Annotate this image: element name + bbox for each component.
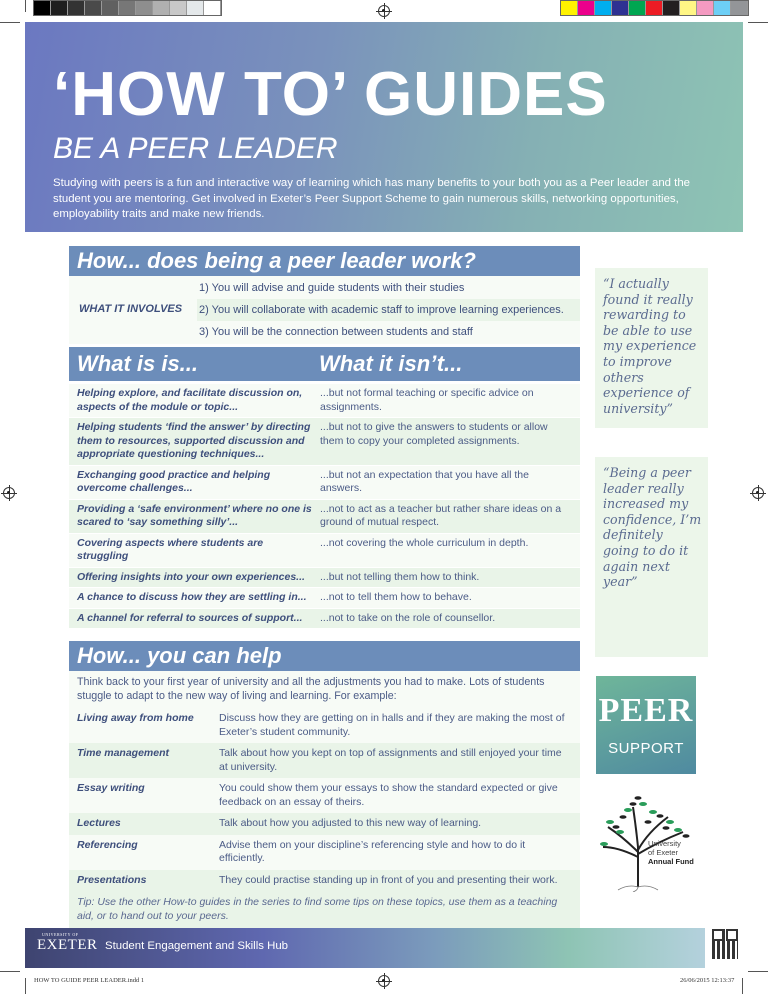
color-swatch bbox=[731, 1, 748, 15]
university-logo bbox=[37, 932, 98, 954]
table-row bbox=[69, 778, 580, 813]
gray-swatch bbox=[68, 1, 85, 15]
help-topic: Living away from home bbox=[77, 712, 194, 724]
table-row bbox=[69, 813, 580, 835]
peer-figures-icon: PEER bbox=[598, 692, 694, 729]
what-it-is-cell: A channel for referral to sources of support... bbox=[77, 611, 303, 624]
annual-fund-line: Annual Fund bbox=[648, 857, 694, 866]
what-it-is-cell: Helping explore, and facilitate discussion on, aspects of the module or topic... bbox=[77, 387, 303, 413]
is-isnt-table bbox=[69, 384, 580, 629]
help-description: They could practise standing up in front of you and presenting their work. bbox=[219, 873, 558, 886]
date-slug: 26/06/2015 12:13:37 bbox=[680, 977, 735, 984]
help-panel bbox=[69, 671, 580, 929]
peer-support-logo bbox=[596, 676, 696, 774]
table-row bbox=[69, 743, 580, 778]
help-intro: Think back to your first year of university and all the adjustments you had to make. Lots of students stuggle to adapt to the new way of living and learning. For example: bbox=[69, 671, 580, 708]
header-banner bbox=[25, 22, 743, 232]
what-it-is-cell: Providing a ‘safe environment’ where no one is scared to ‘say something silly’... bbox=[77, 502, 312, 528]
section-heading-help: How... you can help bbox=[69, 641, 580, 671]
page-title: ‘HOW TO’ GUIDES bbox=[53, 60, 608, 129]
gray-swatch bbox=[204, 1, 221, 15]
help-topic: Referencing bbox=[77, 838, 138, 851]
testimonial-quote: “I actually found it really rewarding to be able to use my experience to improve others experience of university” bbox=[595, 268, 708, 428]
heading-what-it-isnt: What it isn’t... bbox=[319, 351, 463, 376]
color-swatch bbox=[578, 1, 595, 15]
involves-label: WHAT IT INVOLVES bbox=[79, 303, 183, 315]
table-row bbox=[69, 568, 580, 589]
table-row bbox=[69, 870, 580, 892]
gray-swatch bbox=[51, 1, 68, 15]
help-description: Advise them on your discipline’s referencing style and how to do it efficiently. bbox=[219, 838, 526, 864]
what-it-isnt-cell: ...not covering the whole curriculum in depth. bbox=[320, 536, 529, 549]
section-heading-is-isnt bbox=[69, 347, 580, 381]
help-table bbox=[69, 708, 580, 891]
help-description: Talk about how you kept on top of assignments and still enjoyed your time at university. bbox=[219, 747, 562, 773]
help-description: Discuss how they are getting on in halls and if they are making the most of Exeter’s student community. bbox=[219, 712, 565, 738]
gray-swatch bbox=[170, 1, 187, 15]
university-small-text: UNIVERSITY OF bbox=[42, 932, 79, 937]
annual-fund-line: of Exeter bbox=[648, 848, 679, 857]
peer-support-label: SUPPORT bbox=[608, 740, 684, 757]
hub-name: Student Engagement and Skills Hub bbox=[105, 940, 289, 952]
color-swatch bbox=[697, 1, 714, 15]
color-swatch bbox=[646, 1, 663, 15]
table-row bbox=[69, 500, 580, 534]
qr-code-icon bbox=[712, 929, 738, 959]
color-bar bbox=[560, 0, 749, 16]
what-it-isnt-cell: ...not to act as a teacher but rather share ideas on a ground of mutual respect. bbox=[320, 502, 562, 528]
crop-mark bbox=[0, 22, 20, 23]
crop-mark bbox=[742, 978, 743, 994]
what-it-is-cell: Exchanging good practice and helping overcome challenges... bbox=[77, 468, 271, 494]
involves-item: 1) You will advise and guide students with their studies bbox=[199, 282, 465, 294]
registration-mark-icon bbox=[378, 975, 390, 987]
crop-mark bbox=[748, 971, 768, 972]
registration-mark-icon bbox=[378, 5, 390, 17]
gray-swatch bbox=[85, 1, 102, 15]
heading-what-it-is: What is is... bbox=[77, 351, 199, 376]
what-it-is-cell: Offering insights into your own experiences... bbox=[77, 570, 305, 583]
section-heading-how-it-works: How... does being a peer leader work? bbox=[69, 246, 580, 276]
table-row bbox=[69, 384, 580, 418]
what-it-isnt-cell: ...but not an expectation that you have all the answers. bbox=[320, 468, 529, 494]
what-it-isnt-cell: ...not to tell them how to behave. bbox=[320, 591, 472, 603]
crop-mark bbox=[748, 22, 768, 23]
annual-fund-logo bbox=[598, 792, 708, 892]
help-description: Talk about how you adjusted to this new way of learning. bbox=[219, 817, 482, 829]
intro-text: Studying with peers is a fun and interactive way of learning which has many benefits to your both you as a Peer leader and the student you are mentoring. Get involved in Exeter’s Peer Support Scheme to gain numerous skills, networking opportunities, employability traits and make new friends. bbox=[53, 177, 690, 220]
table-row bbox=[69, 609, 580, 630]
help-topic: Presentations bbox=[77, 873, 147, 886]
grayscale-bar bbox=[33, 0, 222, 16]
color-swatch bbox=[663, 1, 680, 15]
registration-mark-icon bbox=[3, 487, 15, 499]
crop-mark bbox=[25, 978, 26, 994]
help-topic: Lectures bbox=[77, 817, 121, 829]
annual-fund-text bbox=[648, 839, 694, 866]
gray-swatch bbox=[102, 1, 119, 15]
help-topic: Essay writing bbox=[77, 782, 145, 794]
crop-mark bbox=[25, 0, 26, 12]
table-row bbox=[69, 418, 580, 466]
what-it-is-cell: A chance to discuss how they are settling in... bbox=[77, 591, 307, 603]
annual-fund-line: University bbox=[648, 839, 681, 848]
color-swatch bbox=[561, 1, 578, 15]
registration-mark-icon bbox=[752, 487, 764, 499]
color-swatch bbox=[612, 1, 629, 15]
help-topic: Time management bbox=[77, 747, 170, 759]
file-slug: HOW TO GUIDE PEER LEADER.indd 1 bbox=[34, 977, 145, 984]
gray-swatch bbox=[136, 1, 153, 15]
crop-mark bbox=[0, 971, 20, 972]
color-swatch bbox=[714, 1, 731, 15]
involves-panel bbox=[69, 276, 580, 344]
help-tip: Tip: Use the other How-to guides in the series to find some tips on these topics, use them as a teaching aid, or to hand out to your peers. bbox=[69, 891, 580, 929]
table-row bbox=[69, 466, 580, 500]
what-it-isnt-cell: ...but not formal teaching or specific advice on assignments. bbox=[320, 387, 534, 413]
color-swatch bbox=[680, 1, 697, 15]
gray-swatch bbox=[34, 1, 51, 15]
testimonial-quote: “Being a peer leader really increased my confidence, I’m definitely going to do it again next year” bbox=[595, 457, 708, 657]
page-subtitle: BE A PEER LEADER bbox=[53, 132, 338, 165]
table-row bbox=[69, 588, 580, 609]
what-it-is-cell: Covering aspects where students are struggling bbox=[77, 536, 264, 562]
involves-item: 2) You will collaborate with academic staff to improve learning experiences. bbox=[197, 299, 580, 321]
gray-swatch bbox=[153, 1, 170, 15]
what-it-isnt-cell: ...not to take on the role of counsellor. bbox=[320, 611, 496, 624]
table-row bbox=[69, 708, 580, 743]
gray-swatch bbox=[187, 1, 204, 15]
gray-swatch bbox=[119, 1, 136, 15]
help-description: You could show them your essays to show the standard expected or give feedback on an essay of theirs. bbox=[219, 782, 558, 808]
involves-item: 3) You will be the connection between students and staff bbox=[199, 326, 473, 338]
color-swatch bbox=[629, 1, 646, 15]
footer-banner bbox=[25, 928, 705, 968]
what-it-isnt-cell: ...but not telling them how to think. bbox=[320, 570, 480, 583]
table-row bbox=[69, 835, 580, 870]
color-swatch bbox=[595, 1, 612, 15]
what-it-isnt-cell: ...but not to give the answers to students or allow them to copy your completed assignments. bbox=[320, 421, 548, 447]
what-it-is-cell: Helping students ‘find the answer’ by directing them to resources, supported discussion and appropriate questioning techniques... bbox=[77, 421, 311, 460]
table-row bbox=[69, 534, 580, 568]
university-name: EXETER bbox=[37, 937, 98, 953]
